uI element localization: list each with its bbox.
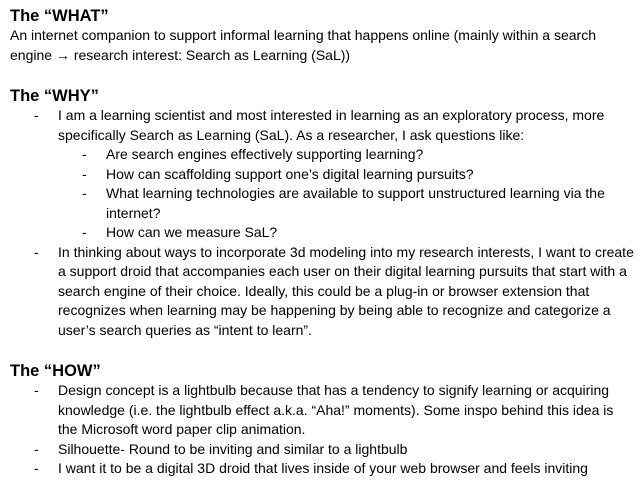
what-heading: The “WHAT” <box>10 7 109 25</box>
bullet-dash: - <box>82 165 87 182</box>
why-subitem-text: How can scaffolding support one’s digital learning pursuits? <box>106 165 474 182</box>
how-list <box>10 381 636 479</box>
how-heading: The “HOW” <box>10 362 101 380</box>
how-list-item <box>10 459 636 479</box>
how-item-text: Silhouette- Round to be inviting and similar to a lightbulb <box>58 440 408 457</box>
bullet-dash: - <box>34 107 39 123</box>
why-subitem <box>58 184 636 223</box>
why-subitem-text: What learning technologies are available to support unstructured learning via the internet? <box>106 185 605 221</box>
bullet-dash: - <box>34 460 39 476</box>
document-page <box>10 6 636 479</box>
spacer <box>10 65 636 86</box>
how-item-text: I want it to be a digital 3D droid that lives inside of your web browser and feels inviting <box>58 460 588 476</box>
how-list-item <box>10 440 636 460</box>
what-section <box>10 6 636 65</box>
why-subitem-text: How can we measure SaL? <box>106 224 278 240</box>
why-subitem <box>58 165 636 185</box>
how-item-text: Design concept is a lightbulb because that has a tendency to signify learning or acquiring knowledge (i.e. the lightbulb effect a.k.a. “Aha!” moments). Some inspo behind this idea is the Microsoft word paper clip animation. <box>58 382 614 437</box>
how-list-item <box>10 381 636 440</box>
why-item-text: I am a learning scientist and most interested in learning as an exploratory process, more specifically Search as Learning (SaL). As a researcher, I ask questions like: <box>58 107 605 143</box>
why-item-text: In thinking about ways to incorporate 3d modeling into my research interests, I want to create a support droid that accompanies each user on their digital learning pursuits that start with a search engine of their choice. Ideally, this could be a plug-in or browser extension that recognizes when learning may be happening by being able to recognize and categorize a user’s search queries as “intent to learn”. <box>58 243 634 338</box>
what-description: An internet companion to support informal learning that happens online (mainly within a search engine → research interest: Search as Learning (SaL)) <box>10 27 597 63</box>
why-sublist <box>58 145 636 243</box>
bullet-dash: - <box>34 243 39 260</box>
why-subitem <box>58 145 636 165</box>
how-section <box>10 361 636 479</box>
why-list-item <box>10 106 636 243</box>
spacer <box>10 340 636 361</box>
bullet-dash: - <box>34 382 39 398</box>
why-heading: The “WHY” <box>10 87 99 105</box>
why-subitem-text: Are search engines effectively supporting learning? <box>106 146 424 162</box>
why-list <box>10 106 636 340</box>
why-section <box>10 86 636 340</box>
why-subitem <box>58 223 636 243</box>
bullet-dash: - <box>82 185 87 201</box>
bullet-dash: - <box>34 440 39 457</box>
why-list-item <box>10 243 636 341</box>
bullet-dash: - <box>82 146 87 162</box>
bullet-dash: - <box>82 224 87 240</box>
